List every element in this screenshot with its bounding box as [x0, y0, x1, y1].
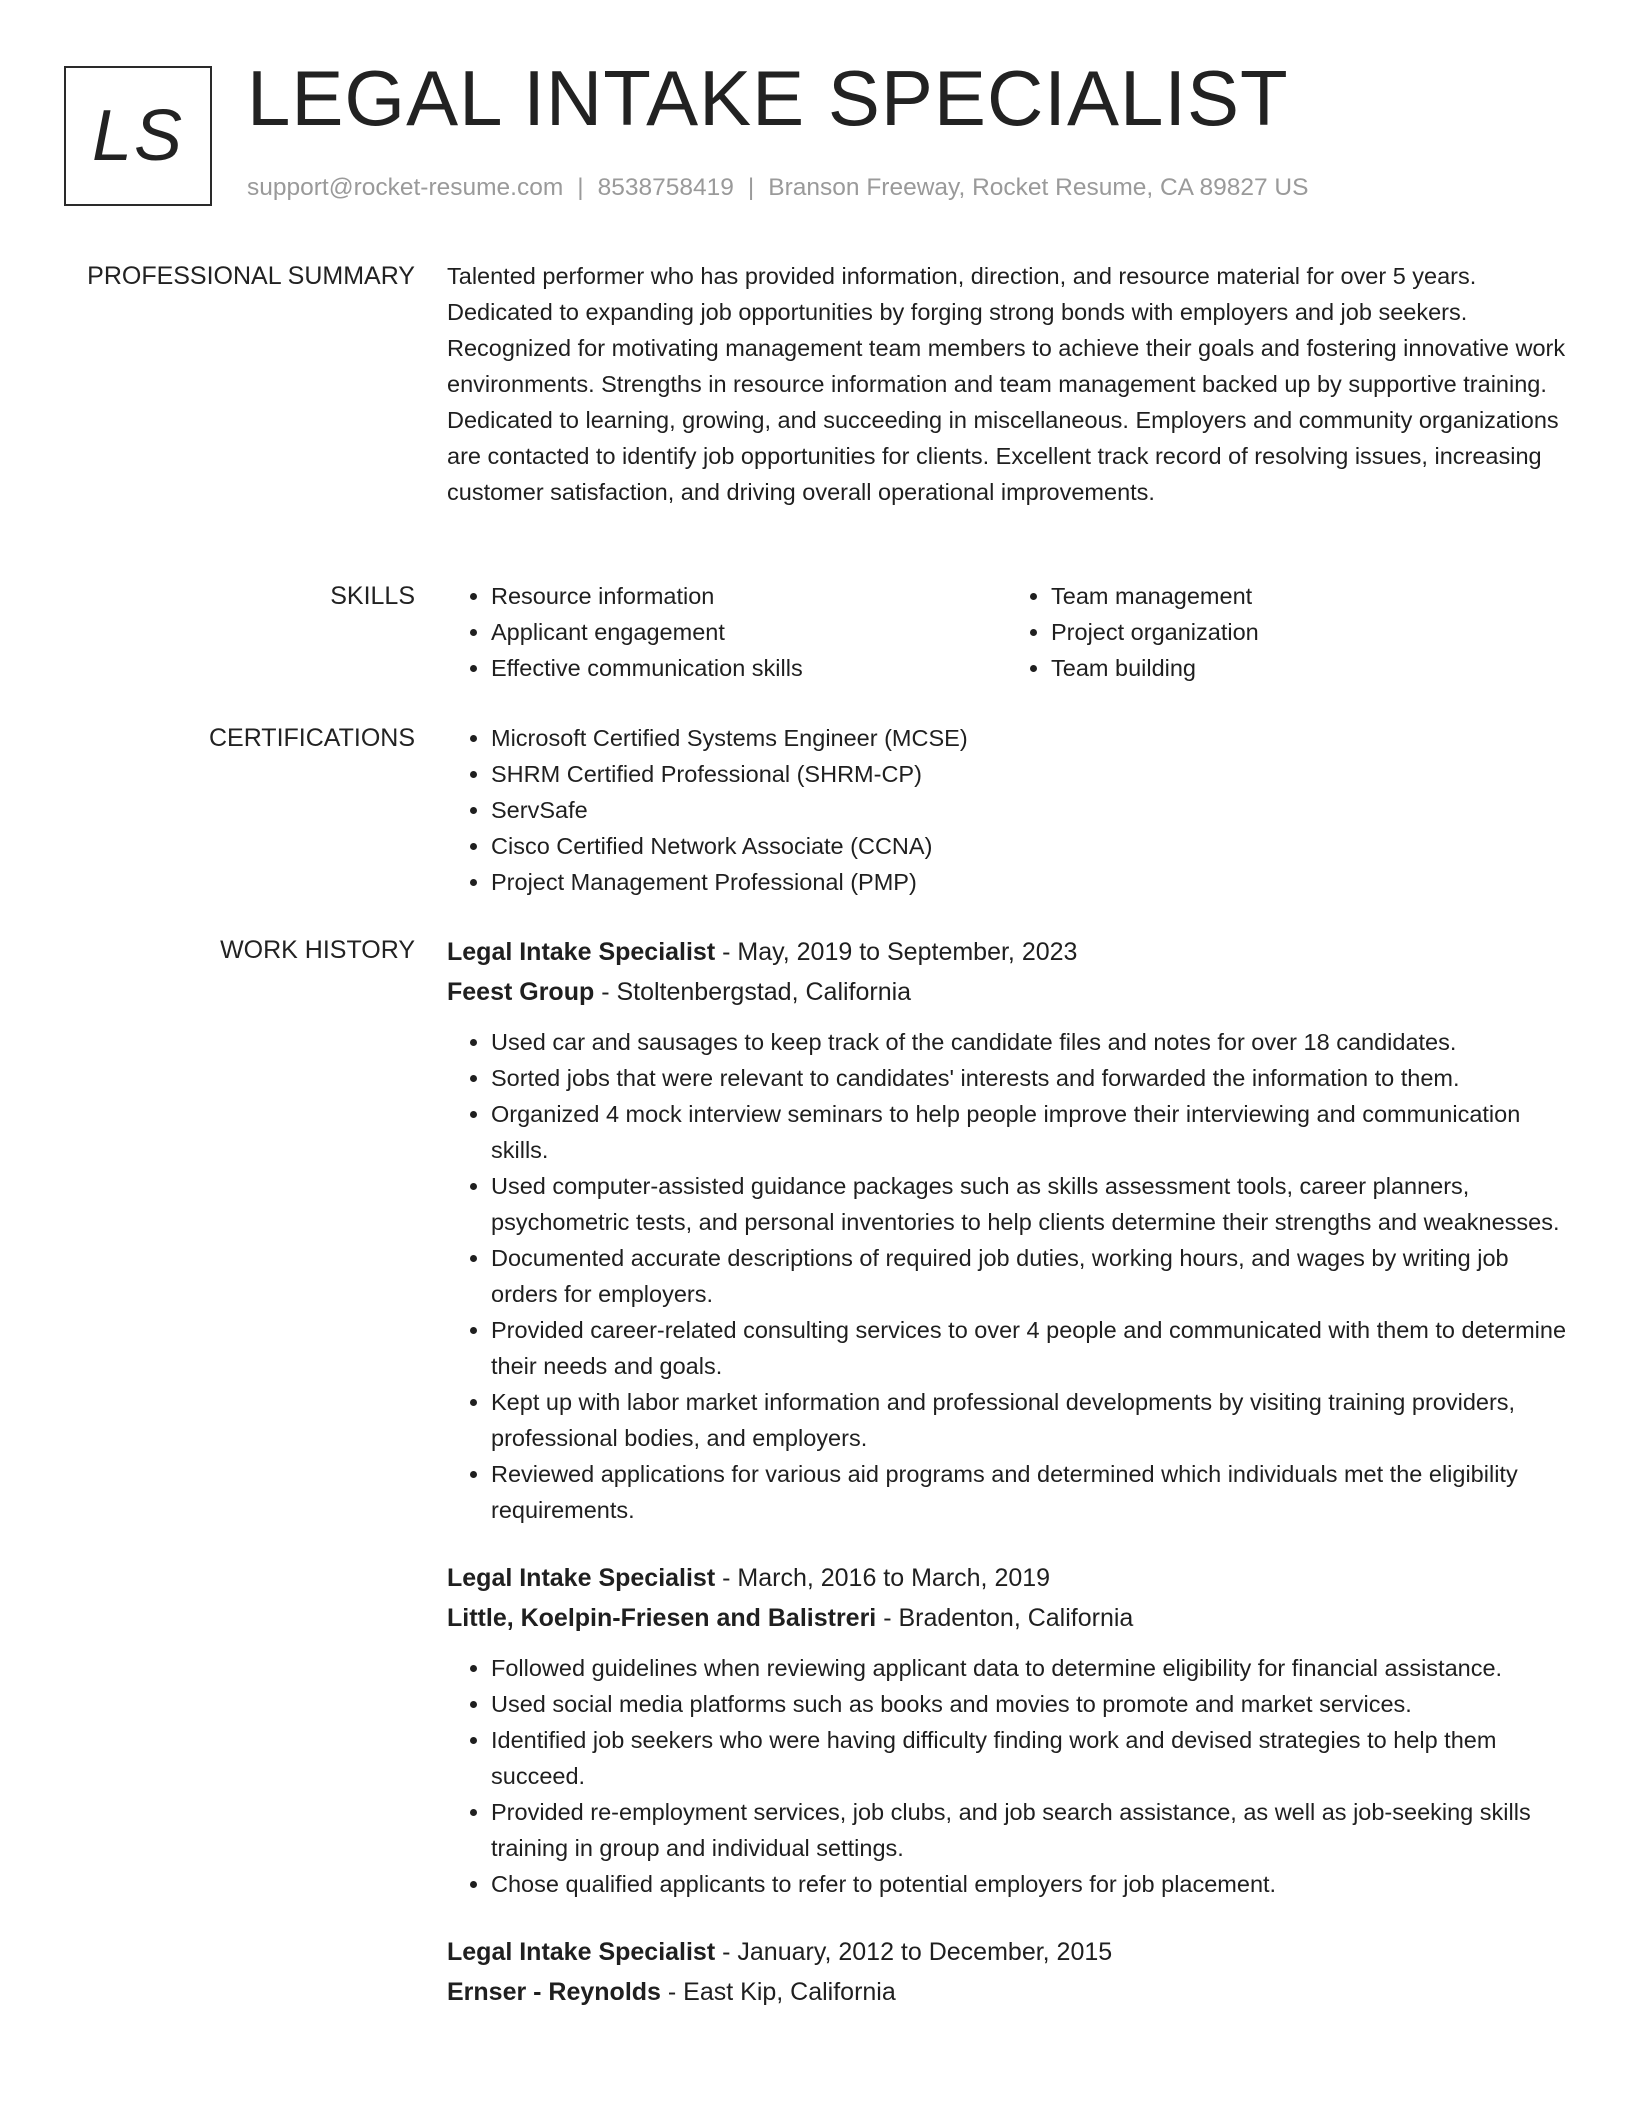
skill-item: • Applicant engagement: [491, 614, 1007, 650]
certification-item: • ServSafe: [491, 792, 1567, 828]
job-title: Legal Intake Specialist: [447, 1564, 716, 1592]
skill-item: • Team management: [1051, 578, 1567, 614]
skills-column-left: [447, 578, 1007, 686]
email-link[interactable]: support@rocket-resume.com: [247, 174, 564, 201]
job-dates: - March, 2016 to March, 2019: [715, 1564, 1051, 1592]
job-bullet: • Used computer-assisted guidance packages such as skills assessment tools, career planners, psychometric tests, and personal inventories to help clients determine their strengths and weaknesses.: [491, 1168, 1567, 1240]
certification-item: • SHRM Certified Professional (SHRM-CP): [491, 756, 1567, 792]
job-title-line: [447, 1558, 1567, 1598]
job-bullet: • Provided re-employment services, job clubs, and job search assistance, as well as job-seeking skills training in group and individual settings.: [491, 1794, 1567, 1866]
company-location: - Bradenton, California: [876, 1604, 1134, 1632]
skill-item: • Project organization: [1051, 614, 1567, 650]
job-entry: [447, 1558, 1567, 1902]
certification-item: • Microsoft Certified Systems Engineer (MCSE): [491, 720, 1567, 756]
company-location: - East Kip, California: [660, 1978, 896, 2006]
work-history-list: [447, 932, 1567, 2042]
skill-item: • Resource information: [491, 578, 1007, 614]
job-bullet: • Used car and sausages to keep track of the candidate files and notes for over 18 candidates.: [491, 1024, 1567, 1060]
certifications-list: [447, 720, 1567, 900]
certification-item: • Project Management Professional (PMP): [491, 864, 1567, 900]
certification-item: • Cisco Certified Network Associate (CCNA): [491, 828, 1567, 864]
job-bullet: • Identified job seekers who were having difficulty finding work and devised strategies to help them succeed.: [491, 1722, 1567, 1794]
company-line: [447, 1598, 1567, 1638]
job-bullet: • Followed guidelines when reviewing applicant data to determine eligibility for financial assistance.: [491, 1650, 1567, 1686]
section-label-skills: SKILLS: [330, 582, 415, 610]
job-bullet: • Sorted jobs that were relevant to candidates' interests and forwarded the information to them.: [491, 1060, 1567, 1096]
job-bullet: • Organized 4 mock interview seminars to help people improve their interviewing and communication skills.: [491, 1096, 1567, 1168]
job-entry: [447, 1932, 1567, 2012]
section-label-work-history: WORK HISTORY: [220, 936, 415, 964]
skills-column-right: [1007, 578, 1567, 686]
job-dates: - May, 2019 to September, 2023: [715, 938, 1078, 966]
company-location: - Stoltenbergstad, California: [594, 978, 912, 1006]
section-label-summary: PROFESSIONAL SUMMARY: [87, 262, 415, 290]
company-name: Feest Group: [447, 978, 595, 1006]
job-bullets: [447, 1024, 1567, 1528]
contact-separator: |: [577, 174, 584, 201]
skills-list: [447, 578, 1567, 686]
phone-number: 8538758419: [597, 174, 734, 201]
job-dates: - January, 2012 to December, 2015: [715, 1938, 1113, 1966]
skill-item: • Effective communication skills: [491, 650, 1007, 686]
job-bullet: • Documented accurate descriptions of required job duties, working hours, and wages by writing job orders for employers.: [491, 1240, 1567, 1312]
skill-item: • Team building: [1051, 650, 1567, 686]
job-bullets: [447, 1650, 1567, 1902]
job-title: Legal Intake Specialist: [447, 1938, 716, 1966]
job-bullet: • Provided career-related consulting services to over 4 people and communicated with them to determine their needs and goals.: [491, 1312, 1567, 1384]
job-title-line: [447, 932, 1567, 972]
section-label-certifications: CERTIFICATIONS: [208, 724, 415, 752]
monogram: LS: [64, 66, 212, 206]
company-name: Ernser - Reynolds: [447, 1978, 661, 2006]
job-bullet: • Kept up with labor market information and professional developments by visiting training providers, professional bodies, and employers.: [491, 1384, 1567, 1456]
company-line: [447, 972, 1567, 1012]
page-title: LEGAL INTAKE SPECIALIST: [247, 54, 1289, 142]
job-title: Legal Intake Specialist: [447, 938, 716, 966]
job-bullet: • Chose qualified applicants to refer to potential employers for job placement.: [491, 1866, 1567, 1902]
contact-separator: |: [747, 174, 755, 201]
job-bullet: • Reviewed applications for various aid programs and determined which individuals met the eligibility requirements.: [491, 1456, 1567, 1528]
job-bullet: • Used social media platforms such as books and movies to promote and market services.: [491, 1686, 1567, 1722]
contact-line: [247, 174, 1308, 202]
company-name: Little, Koelpin-Friesen and Balistreri: [447, 1604, 877, 1632]
job-title-line: [447, 1932, 1567, 1972]
job-entry: [447, 932, 1567, 1528]
summary-text: Talented performer who has provided information, direction, and resource material for over 5 years. Dedicated to expanding job opportunities by forging strong bonds with employers and job seekers. Recognized for motivating management team members to achieve their goals and fostering innovative work environments. Strengths in resource information and team management backed up by supportive training. Dedicated to learning, growing, and succeeding in miscellaneous. Employers and community organizations are contacted to identify job opportunities for clients. Excellent track record of resolving issues, increasing customer satisfaction, and driving overall operational improvements.: [447, 263, 1566, 505]
address: Branson Freeway, Rocket Resume, CA 89827 US: [768, 174, 1309, 201]
company-line: [447, 1972, 1567, 2012]
